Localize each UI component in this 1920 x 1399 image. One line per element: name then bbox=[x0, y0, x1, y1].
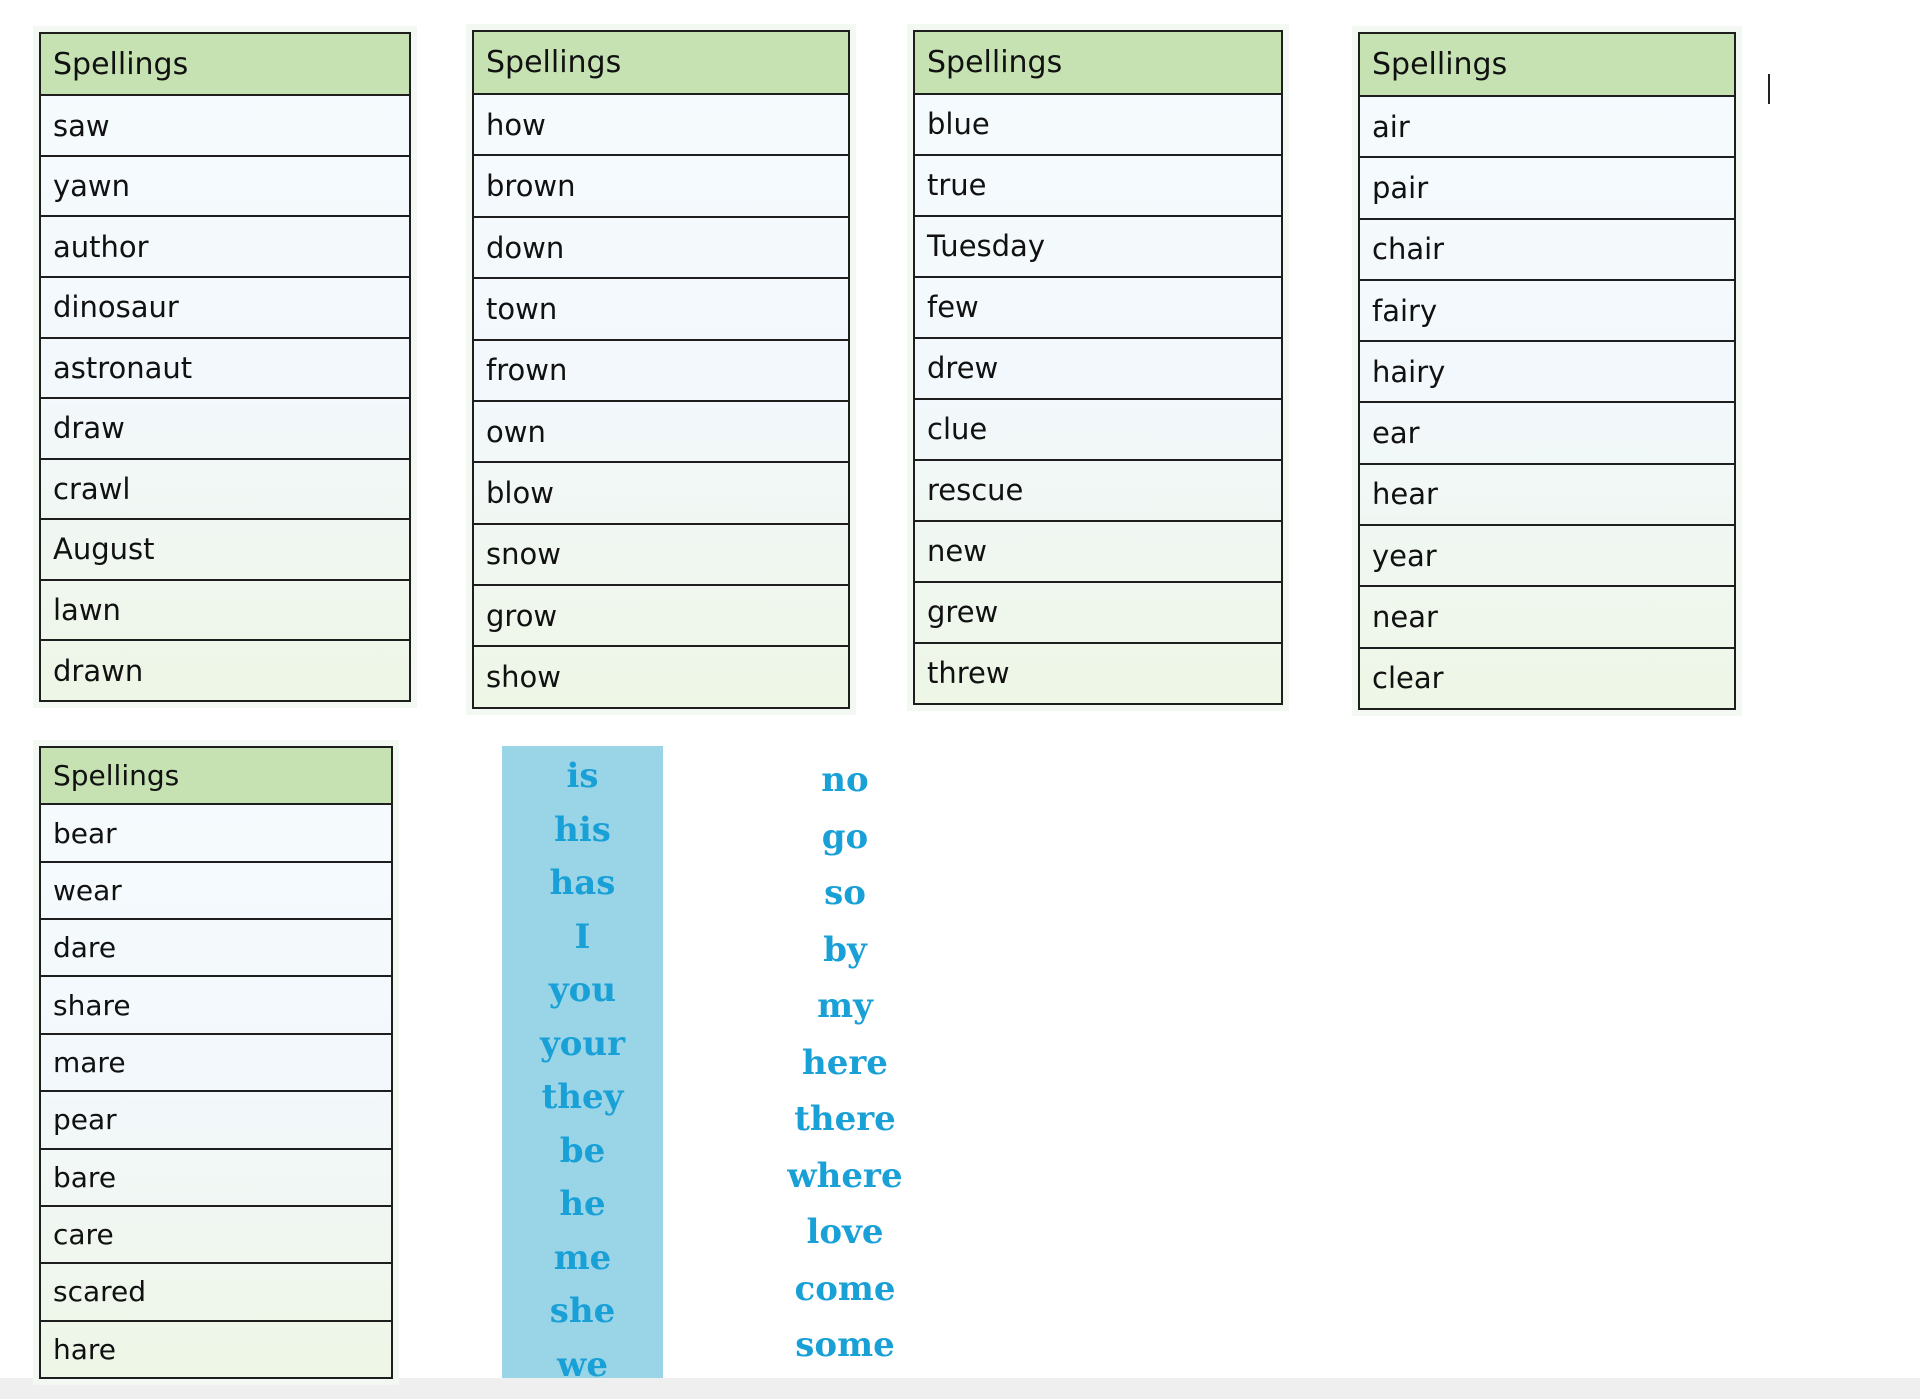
spelling-word: share bbox=[40, 976, 392, 1033]
table-header: Spellings bbox=[473, 31, 849, 94]
spelling-word: hear bbox=[1359, 464, 1735, 525]
spelling-word: down bbox=[473, 217, 849, 278]
hfw-word: go bbox=[821, 816, 869, 857]
hfw-word: here bbox=[802, 1042, 888, 1083]
spellings-table-2 bbox=[472, 30, 850, 709]
spelling-word: near bbox=[1359, 586, 1735, 647]
spelling-word: fairy bbox=[1359, 280, 1735, 341]
spelling-word: brown bbox=[473, 155, 849, 216]
hfw-word: by bbox=[823, 929, 867, 970]
spelling-word: draw bbox=[40, 398, 410, 459]
table-header: Spellings bbox=[1359, 33, 1735, 96]
hfw-word: she bbox=[549, 1291, 616, 1331]
hfw-word: me bbox=[553, 1237, 612, 1278]
spelling-word: bare bbox=[40, 1149, 392, 1206]
spelling-word: dare bbox=[40, 919, 392, 976]
table-header: Spellings bbox=[40, 33, 410, 95]
spelling-word: town bbox=[473, 278, 849, 339]
hfw-word: my bbox=[817, 986, 873, 1026]
hfw-word: some bbox=[795, 1325, 895, 1365]
hfw-word: where bbox=[787, 1155, 903, 1196]
hfw-word: come bbox=[794, 1268, 896, 1309]
spelling-word: hairy bbox=[1359, 341, 1735, 402]
spelling-word: August bbox=[40, 519, 410, 580]
spelling-word: show bbox=[473, 646, 849, 708]
hfw-word: so bbox=[824, 873, 866, 913]
spelling-word: wear bbox=[40, 862, 392, 919]
hfw-word: you bbox=[548, 970, 617, 1010]
spelling-word: astronaut bbox=[40, 338, 410, 399]
spellings-table-4 bbox=[1358, 32, 1736, 710]
spelling-word: saw bbox=[40, 95, 410, 156]
text-cursor bbox=[1768, 74, 1770, 104]
spelling-word: drawn bbox=[40, 640, 410, 701]
spelling-word: frown bbox=[473, 340, 849, 401]
spelling-word: author bbox=[40, 216, 410, 277]
spelling-word: scared bbox=[40, 1263, 392, 1320]
spellings-table-5 bbox=[39, 746, 393, 1379]
spelling-word: blow bbox=[473, 462, 849, 523]
hfw-word: his bbox=[554, 809, 611, 850]
spelling-word: clue bbox=[914, 399, 1282, 460]
spelling-word: rescue bbox=[914, 460, 1282, 521]
spelling-word: new bbox=[914, 521, 1282, 582]
spelling-word: year bbox=[1359, 525, 1735, 586]
hfw-word: I bbox=[574, 916, 591, 957]
spelling-word: pear bbox=[40, 1091, 392, 1148]
spelling-word: care bbox=[40, 1206, 392, 1263]
spelling-word: how bbox=[473, 94, 849, 155]
hfw-word: your bbox=[539, 1023, 626, 1064]
spelling-word: ear bbox=[1359, 402, 1735, 463]
spelling-word: few bbox=[914, 277, 1282, 338]
spelling-word: threw bbox=[914, 643, 1282, 704]
high-frequency-words-panel-2 bbox=[770, 752, 920, 1372]
hfw-word: they bbox=[541, 1077, 624, 1117]
spelling-word: bear bbox=[40, 804, 392, 861]
spelling-word: air bbox=[1359, 96, 1735, 157]
hfw-word: there bbox=[794, 1099, 896, 1139]
spellings-table-3 bbox=[913, 30, 1283, 705]
hfw-word: love bbox=[806, 1212, 884, 1252]
high-frequency-words-panel-1 bbox=[502, 746, 663, 1385]
spelling-word: crawl bbox=[40, 459, 410, 520]
spelling-word: own bbox=[473, 401, 849, 462]
spelling-word: lawn bbox=[40, 580, 410, 641]
spelling-word: blue bbox=[914, 94, 1282, 155]
spelling-word: dinosaur bbox=[40, 277, 410, 338]
spelling-word: grew bbox=[914, 582, 1282, 643]
spelling-word: pair bbox=[1359, 157, 1735, 218]
spelling-word: snow bbox=[473, 524, 849, 585]
hfw-word: has bbox=[549, 863, 616, 903]
spelling-word: true bbox=[914, 155, 1282, 216]
hfw-word: no bbox=[821, 760, 869, 800]
spelling-word: hare bbox=[40, 1321, 392, 1378]
spelling-word: grow bbox=[473, 585, 849, 646]
spelling-word: chair bbox=[1359, 219, 1735, 280]
hfw-word: is bbox=[566, 756, 599, 796]
spelling-word: yawn bbox=[40, 156, 410, 217]
table-header: Spellings bbox=[914, 31, 1282, 94]
page-bottom-edge bbox=[0, 1378, 1920, 1399]
spellings-table-1 bbox=[39, 32, 411, 702]
hfw-word: he bbox=[559, 1184, 606, 1224]
hfw-word: be bbox=[559, 1130, 606, 1171]
hfw-word: we bbox=[557, 1344, 608, 1385]
spelling-word: mare bbox=[40, 1034, 392, 1091]
table-header: Spellings bbox=[40, 747, 392, 804]
spelling-word: clear bbox=[1359, 648, 1735, 709]
spelling-word: Tuesday bbox=[914, 216, 1282, 277]
spelling-word: drew bbox=[914, 338, 1282, 399]
